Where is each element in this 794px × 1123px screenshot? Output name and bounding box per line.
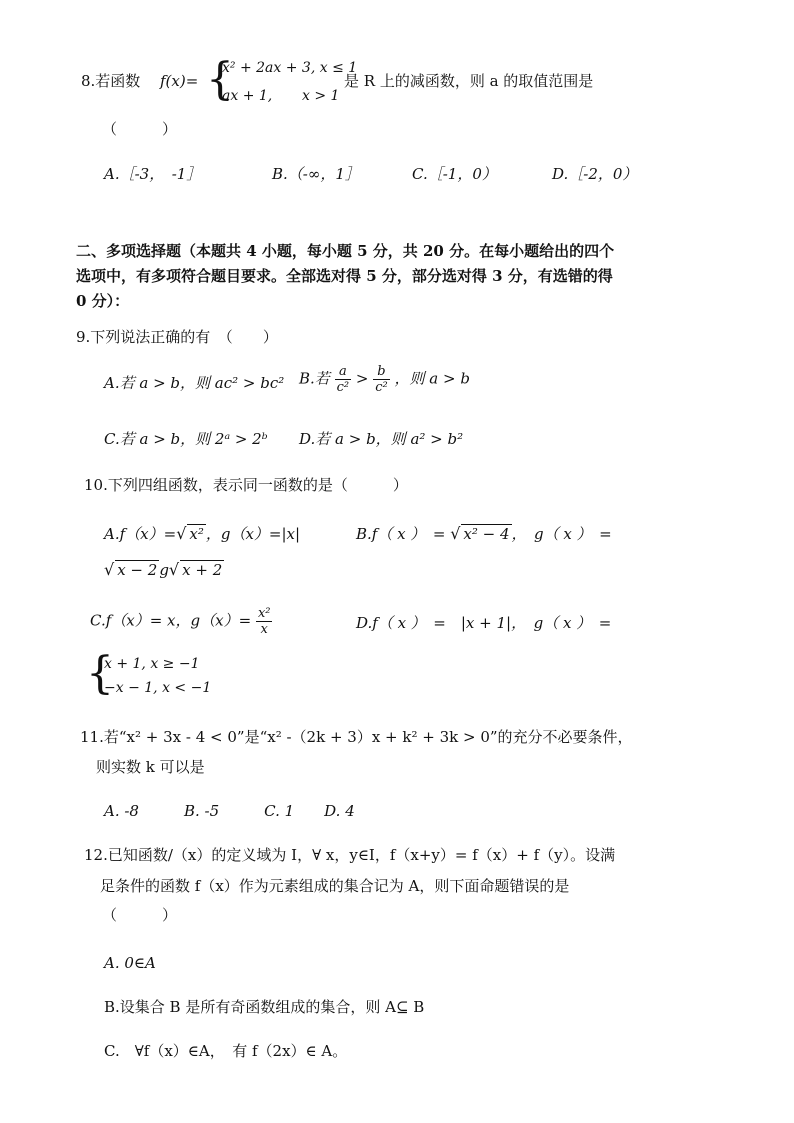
q9-option-a[interactable]: A.若 a > b，则 ac² > bc² bbox=[104, 374, 285, 392]
q8-option-b[interactable]: B.（-∞，1］ bbox=[272, 165, 360, 183]
q9-option-b-post: ，则 a > b bbox=[394, 369, 470, 388]
q9-option-b-num1: a bbox=[335, 364, 352, 380]
q10-option-b-line2 bbox=[104, 560, 224, 579]
q9-option-b-pre: B.若 bbox=[299, 369, 330, 388]
q10-option-c-pre: C.f（x）= x，g（x）= bbox=[90, 611, 252, 630]
section2-line1: 二、多项选择题（本题共 4 小题，每小题 5 分，共 20 分。在每小题给出的四个 bbox=[76, 242, 615, 260]
q8-paren: （ ） bbox=[102, 120, 178, 138]
q10-stem: 10.下列四组函数，表示同一函数的是（ ） bbox=[84, 476, 408, 494]
q12-paren: （ ） bbox=[102, 906, 178, 924]
q10-option-c-frac bbox=[256, 606, 273, 637]
q10-option-a[interactable] bbox=[104, 524, 300, 543]
q9-option-b-frac2 bbox=[373, 364, 390, 395]
q9-option-b-num2: b bbox=[373, 364, 390, 380]
q10-option-a-radical-sign: √ bbox=[176, 524, 187, 543]
q10-option-d-case1: x + 1, x ≥ −1 bbox=[104, 656, 200, 672]
q12-option-b[interactable]: B.设集合 B 是所有奇函数组成的集合，则 A⊆ B bbox=[104, 998, 425, 1016]
section2-line3: 0 分）： bbox=[76, 292, 130, 310]
q10-option-b-post: ， g（ x ） = bbox=[511, 525, 612, 543]
q10-option-d-case2: −x − 1, x < −1 bbox=[104, 680, 212, 696]
q9-stem: 9.下列说法正确的有 （ ） bbox=[76, 328, 278, 346]
q9-option-b-gt: > bbox=[355, 369, 369, 388]
q8-option-d[interactable]: D.［-2，0） bbox=[552, 165, 638, 183]
q10-option-c-num: x² bbox=[257, 606, 271, 621]
q10-option-a-radicand: x² bbox=[189, 525, 204, 543]
q10-option-b-mid: g bbox=[159, 561, 169, 579]
q10-option-b[interactable] bbox=[356, 524, 612, 543]
q10-option-c-den: x bbox=[260, 622, 268, 637]
q8-stem-pre: 8.若函数 bbox=[81, 72, 141, 90]
q8-option-c[interactable]: C.［-1，0） bbox=[412, 165, 497, 183]
q10-option-b-radical-sign: √ bbox=[450, 524, 461, 543]
q11-line2: 则实数 k 可以是 bbox=[96, 758, 205, 776]
q12-option-a[interactable]: A. 0∈A bbox=[104, 954, 156, 972]
q11-options[interactable]: A. -8 B. -5 C. 1 D. 4 bbox=[104, 802, 355, 820]
q9-option-b[interactable] bbox=[299, 364, 470, 395]
q12-line2: 足条件的函数 f（x）作为元素组成的集合记为 A，则下面命题错误的是 bbox=[100, 877, 570, 895]
q10-option-b-radicand-2: x − 2 bbox=[117, 561, 158, 579]
q10-option-b-radicand-3: x + 2 bbox=[182, 561, 223, 579]
q8-brace: { bbox=[206, 54, 234, 105]
q12-line1: 12.已知函数/（x）的定义域为 I，∀ x，y∈I，f（x+y）= f（x）+ f（y）。设满 bbox=[84, 846, 616, 864]
q9-option-b-den1: c² bbox=[336, 380, 350, 395]
section2-line2: 选项中，有多项符合题目要求。全部选对得 5 分，部分选对得 3 分，有选错的得 bbox=[76, 267, 613, 285]
q10-option-c[interactable] bbox=[90, 606, 272, 637]
q8-option-a[interactable]: A.［-3， -1］ bbox=[104, 165, 202, 183]
q9-option-d[interactable]: D.若 a > b，则 a² > b² bbox=[299, 430, 464, 448]
q10-option-b-radicand: x² − 4 bbox=[463, 525, 510, 543]
q9-option-c[interactable]: C.若 a > b，则 2ᵃ > 2ᵇ bbox=[104, 430, 268, 448]
q8-case1: x² + 2ax + 3, x ≤ 1 bbox=[222, 60, 358, 76]
q10-option-d[interactable]: D.f（ x ） = |x + 1|， g（ x ） = bbox=[356, 614, 612, 632]
q12-option-c[interactable]: C. ∀f（x）∈A， 有 f（2x）∈ A。 bbox=[104, 1042, 348, 1060]
q10-option-a-post: ，g（x）=|x| bbox=[205, 525, 301, 543]
q10-option-b-radical-sign-2: √ bbox=[104, 560, 115, 579]
q10-option-d-brace: { bbox=[86, 648, 114, 699]
q9-option-b-den2: c² bbox=[375, 380, 388, 395]
q8-case2-expr: ax + 1, bbox=[222, 88, 273, 104]
q10-option-b-radical-sign-3: √ bbox=[168, 560, 180, 579]
q8-stem-post: 是 R 上的减函数，则 a 的取值范围是 bbox=[344, 72, 594, 90]
q8-fx: f(x)= bbox=[160, 72, 199, 90]
q10-option-a-pre: A.f（x）= bbox=[104, 525, 177, 543]
q11-line1: 11.若“x² + 3x - 4 < 0”是“x² -（2k + 3）x + k² + 3k > 0”的充分不必要条件， bbox=[80, 728, 633, 746]
q10-option-b-pre: B.f（ x ） = bbox=[356, 525, 446, 543]
q9-option-b-frac1 bbox=[335, 364, 352, 395]
q8-case2-cond: x > 1 bbox=[302, 88, 340, 104]
